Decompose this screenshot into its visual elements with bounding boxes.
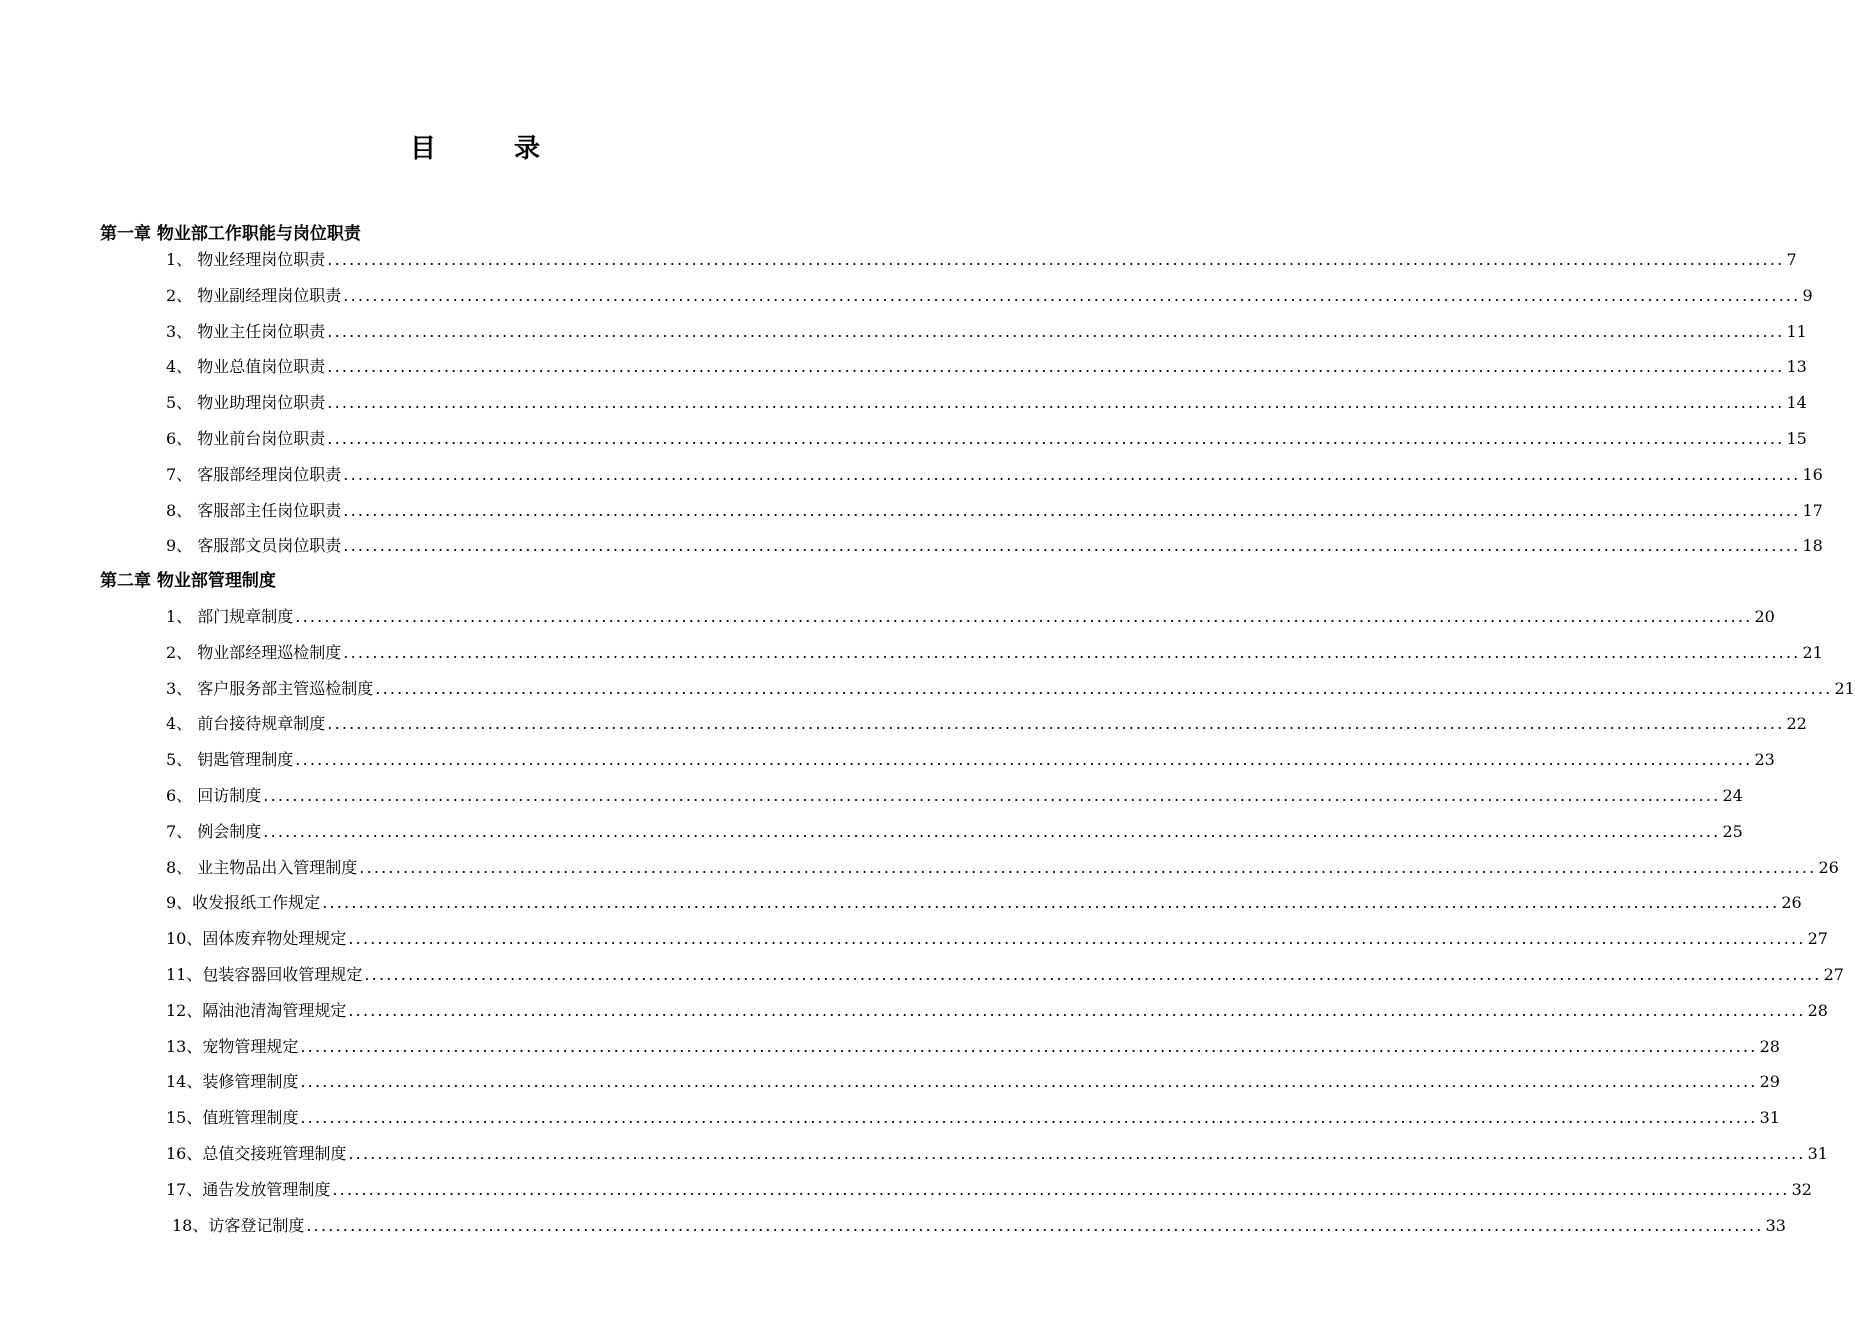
toc-entry-page-number: 26 bbox=[1818, 858, 1839, 877]
toc-entry-page-number: 9 bbox=[1802, 286, 1813, 305]
toc-entry-title: 18、访客登记制度 bbox=[172, 1216, 305, 1235]
dot-leader: ........................................................................................................................................................................................................ bbox=[332, 1180, 1790, 1199]
dot-leader: ........................................................................................................................................................................................................ bbox=[295, 607, 1753, 626]
dot-leader: ........................................................................................................................................................................................................ bbox=[359, 858, 1817, 877]
toc-entry[interactable] bbox=[166, 1106, 1780, 1130]
toc-entry-page-number: 18 bbox=[1802, 536, 1823, 555]
toc-entry[interactable] bbox=[166, 1142, 1828, 1166]
chapter-heading[interactable]: 第一章 物业部工作职能与岗位职责 bbox=[100, 224, 361, 244]
toc-title bbox=[0, 128, 950, 165]
toc-entry-page-number: 26 bbox=[1781, 893, 1802, 912]
dot-leader: ........................................................................................................................................................................................................ bbox=[327, 322, 1785, 341]
toc-entry-page-number: 33 bbox=[1765, 1216, 1786, 1235]
toc-entry-title: 14、装修管理制度 bbox=[166, 1072, 299, 1091]
toc-entry[interactable] bbox=[166, 499, 1823, 523]
toc-entry-title: 15、值班管理制度 bbox=[166, 1108, 299, 1127]
toc-entry[interactable] bbox=[166, 963, 1844, 987]
dot-leader: ........................................................................................................................................................................................................ bbox=[348, 1144, 1806, 1163]
dot-leader: ........................................................................................................................................................................................................ bbox=[306, 1216, 1764, 1235]
toc-entry[interactable] bbox=[166, 1035, 1780, 1059]
toc-entry-page-number: 25 bbox=[1722, 822, 1743, 841]
toc-entry-page-number: 14 bbox=[1786, 393, 1807, 412]
toc-entry[interactable] bbox=[166, 784, 1743, 808]
toc-entry-title: 5、 物业助理岗位职责 bbox=[166, 393, 326, 412]
toc-entry[interactable] bbox=[166, 1070, 1780, 1094]
toc-entry-page-number: 24 bbox=[1722, 786, 1743, 805]
toc-entry-page-number: 27 bbox=[1807, 929, 1828, 948]
toc-entry[interactable] bbox=[166, 927, 1828, 951]
toc-entry-page-number: 15 bbox=[1786, 429, 1807, 448]
toc-entry-page-number: 31 bbox=[1807, 1144, 1828, 1163]
toc-entry-title: 4、 前台接待规章制度 bbox=[166, 714, 326, 733]
toc-entry[interactable] bbox=[166, 284, 1813, 308]
toc-entry-page-number: 28 bbox=[1807, 1001, 1828, 1020]
dot-leader: ........................................................................................................................................................................................................ bbox=[375, 679, 1833, 698]
dot-leader: ........................................................................................................................................................................................................ bbox=[327, 393, 1785, 412]
toc-entry[interactable] bbox=[166, 605, 1775, 629]
toc-entry-title: 3、 物业主任岗位职责 bbox=[166, 322, 326, 341]
dot-leader: ........................................................................................................................................................................................................ bbox=[343, 286, 1801, 305]
toc-entry[interactable] bbox=[172, 1214, 1786, 1238]
toc-entry-title: 2、 物业副经理岗位职责 bbox=[166, 286, 342, 305]
toc-entry[interactable] bbox=[166, 999, 1828, 1023]
toc-entry-page-number: 16 bbox=[1802, 465, 1823, 484]
toc-entry-title: 3、 客户服务部主管巡检制度 bbox=[166, 679, 374, 698]
toc-entry-title: 6、 回访制度 bbox=[166, 786, 262, 805]
toc-entry-title: 10、固体废弃物处理规定 bbox=[166, 929, 347, 948]
toc-entry-page-number: 31 bbox=[1759, 1108, 1780, 1127]
dot-leader: ........................................................................................................................................................................................................ bbox=[295, 750, 1753, 769]
toc-entry-page-number: 11 bbox=[1786, 322, 1807, 341]
dot-leader: ........................................................................................................................................................................................................ bbox=[263, 786, 1721, 805]
dot-leader: ........................................................................................................................................................................................................ bbox=[343, 536, 1801, 555]
dot-leader: ........................................................................................................................................................................................................ bbox=[327, 250, 1785, 269]
dot-leader: ........................................................................................................................................................................................................ bbox=[327, 714, 1785, 733]
chapter-heading[interactable]: 第二章 物业部管理制度 bbox=[100, 571, 276, 591]
toc-entry-title: 11、包装容器回收管理规定 bbox=[166, 965, 363, 984]
toc-entry-page-number: 21 bbox=[1834, 679, 1855, 698]
toc-entry[interactable] bbox=[166, 355, 1807, 379]
dot-leader: ........................................................................................................................................................................................................ bbox=[327, 429, 1785, 448]
toc-entry-title: 16、总值交接班管理制度 bbox=[166, 1144, 347, 1163]
dot-leader: ........................................................................................................................................................................................................ bbox=[343, 643, 1801, 662]
toc-entry-page-number: 29 bbox=[1759, 1072, 1780, 1091]
dot-leader: ........................................................................................................................................................................................................ bbox=[343, 501, 1801, 520]
toc-entry[interactable] bbox=[166, 320, 1807, 344]
toc-entry[interactable] bbox=[166, 856, 1839, 880]
dot-leader: ........................................................................................................................................................................................................ bbox=[327, 357, 1785, 376]
toc-entry[interactable] bbox=[166, 891, 1802, 915]
toc-entry-page-number: 7 bbox=[1786, 250, 1797, 269]
toc-entry-title: 17、通告发放管理制度 bbox=[166, 1180, 331, 1199]
toc-entry-title: 9、收发报纸工作规定 bbox=[166, 893, 321, 912]
toc-entry[interactable] bbox=[166, 820, 1743, 844]
toc-entry[interactable] bbox=[166, 391, 1807, 415]
toc-entry[interactable] bbox=[166, 427, 1807, 451]
dot-leader: ........................................................................................................................................................................................................ bbox=[300, 1037, 1758, 1056]
toc-entry-title: 13、宠物管理规定 bbox=[166, 1037, 299, 1056]
toc-entry-title: 6、 物业前台岗位职责 bbox=[166, 429, 326, 448]
dot-leader: ........................................................................................................................................................................................................ bbox=[300, 1072, 1758, 1091]
toc-entry-page-number: 21 bbox=[1802, 643, 1823, 662]
dot-leader: ........................................................................................................................................................................................................ bbox=[343, 465, 1801, 484]
toc-entry[interactable] bbox=[166, 677, 1855, 701]
toc-entry[interactable] bbox=[166, 248, 1797, 272]
toc-entry[interactable] bbox=[166, 641, 1823, 665]
toc-entry-title: 1、 部门规章制度 bbox=[166, 607, 294, 626]
toc-entry-title: 2、 物业部经理巡检制度 bbox=[166, 643, 342, 662]
toc-entry-title: 7、 例会制度 bbox=[166, 822, 262, 841]
toc-title-char-1: 目 bbox=[409, 134, 436, 164]
dot-leader: ........................................................................................................................................................................................................ bbox=[322, 893, 1780, 912]
toc-entry[interactable] bbox=[166, 712, 1807, 736]
dot-leader: ........................................................................................................................................................................................................ bbox=[300, 1108, 1758, 1127]
toc-entry[interactable] bbox=[166, 463, 1823, 487]
dot-leader: ........................................................................................................................................................................................................ bbox=[364, 965, 1822, 984]
toc-entry-page-number: 13 bbox=[1786, 357, 1807, 376]
toc-entry-title: 7、 客服部经理岗位职责 bbox=[166, 465, 342, 484]
toc-entry[interactable] bbox=[166, 1178, 1812, 1202]
toc-entry-title: 8、 业主物品出入管理制度 bbox=[166, 858, 358, 877]
dot-leader: ........................................................................................................................................................................................................ bbox=[348, 929, 1806, 948]
toc-entry[interactable] bbox=[166, 748, 1775, 772]
toc-entry-title: 12、隔油池清淘管理规定 bbox=[166, 1001, 347, 1020]
toc-entry-page-number: 17 bbox=[1802, 501, 1823, 520]
toc-entry-title: 4、 物业总值岗位职责 bbox=[166, 357, 326, 376]
toc-entry-title: 8、 客服部主任岗位职责 bbox=[166, 501, 342, 520]
toc-entry-page-number: 32 bbox=[1791, 1180, 1812, 1199]
toc-entry-page-number: 20 bbox=[1754, 607, 1775, 626]
toc-entry-title: 1、 物业经理岗位职责 bbox=[166, 250, 326, 269]
dot-leader: ........................................................................................................................................................................................................ bbox=[263, 822, 1721, 841]
toc-entry-title: 5、 钥匙管理制度 bbox=[166, 750, 294, 769]
toc-entry[interactable] bbox=[166, 534, 1823, 558]
toc-entry-page-number: 23 bbox=[1754, 750, 1775, 769]
toc-entry-page-number: 22 bbox=[1786, 714, 1807, 733]
dot-leader: ........................................................................................................................................................................................................ bbox=[348, 1001, 1806, 1020]
toc-title-char-2: 录 bbox=[514, 134, 541, 164]
toc-entry-page-number: 27 bbox=[1823, 965, 1844, 984]
toc-entry-page-number: 28 bbox=[1759, 1037, 1780, 1056]
toc-entry-title: 9、 客服部文员岗位职责 bbox=[166, 536, 342, 555]
